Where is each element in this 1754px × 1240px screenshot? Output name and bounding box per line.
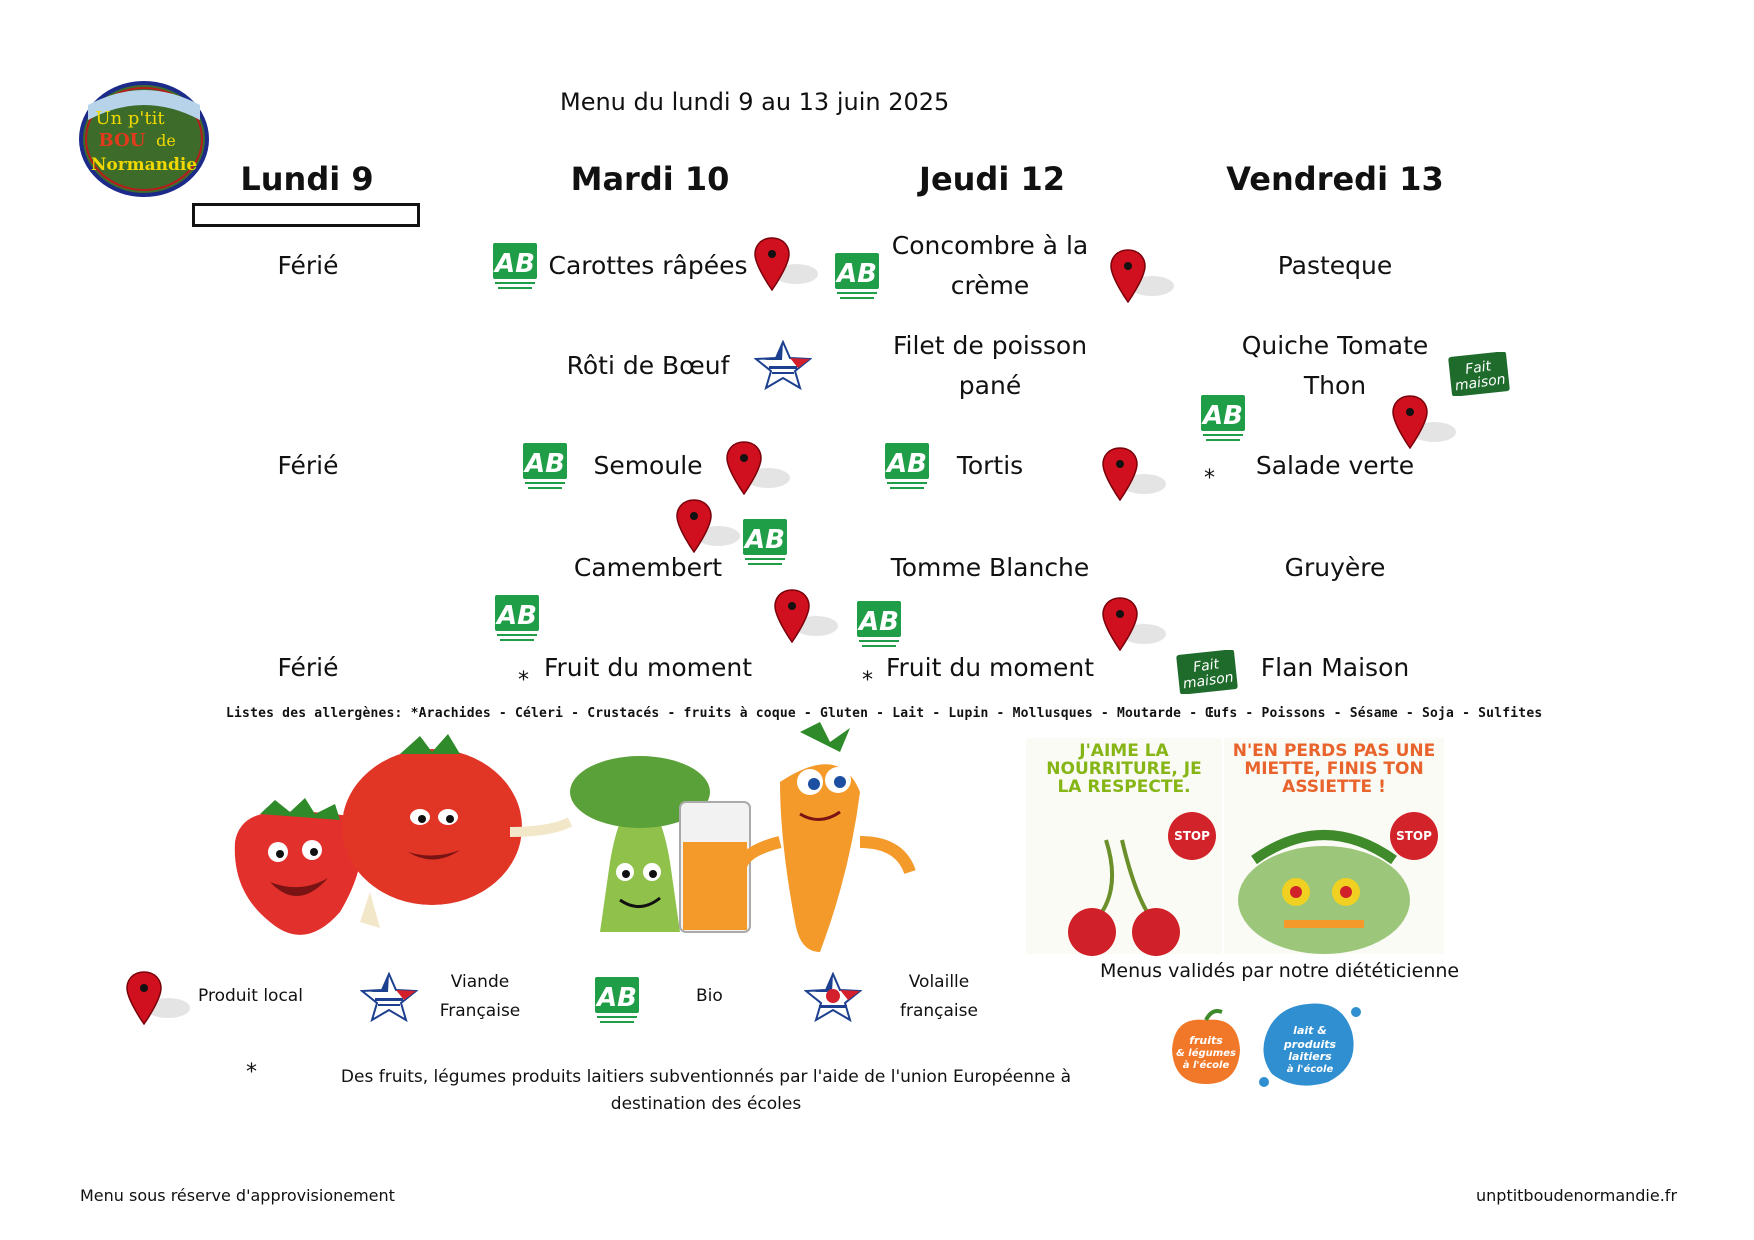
local-pin-icon [1102,596,1168,654]
svg-text:laitiers: laitiers [1288,1050,1332,1063]
local-pin-icon [754,236,820,294]
page-title: Menu du lundi 9 au 13 juin 2025 [560,88,950,116]
eu-subsidy-star: * [518,668,529,693]
footer-disclaimer: Menu sous réserve d'approvisionement [80,1186,395,1205]
day-header-vendredi: Vendredi 13 [1226,160,1444,198]
svg-text:STOP: STOP [1396,829,1432,843]
footnote-text: Des fruits, légumes produits laitiers subventionnés par l'aide de l'union Européenne à destination des écoles [340,1067,1072,1114]
ab-organic-icon [856,600,902,650]
ab-organic-icon [742,518,788,568]
dish-mardi-dessert: Fruit du moment [543,653,753,682]
svg-text:à l'école: à l'école [1286,1064,1334,1075]
svg-text:STOP: STOP [1174,829,1210,843]
allergen-list: Listes des allergènes: *Arachides - Céleri - Crustacés - fruits à coque - Gluten - Lait - Lupin - Mollusques - Moutarde - Œufs - Poissons - Sésame - Soja - Sulfites [226,706,1543,721]
dish-vendredi-dessert: Flan Maison [1260,653,1410,682]
ab-organic-icon [522,442,568,492]
svg-text:& légumes: & légumes [1176,1048,1236,1059]
svg-text:BOU: BOU [98,130,146,151]
fait-maison-icon [1448,352,1510,396]
legend-volaille-icon [804,972,862,1022]
dish-jeudi-fromage: Tomme Blanche [890,553,1090,582]
fait-maison-icon [1176,650,1238,694]
svg-text:fruits: fruits [1189,1034,1223,1047]
eu-subsidy-star: * [862,668,873,693]
legend-local-label: Produit local [198,986,303,1006]
legend-bio-icon [594,976,640,1026]
cartoon-vegetables-illustration [220,722,1020,958]
dish-vendredi-plat: Quiche Tomate Thon [1241,331,1429,400]
svg-text:Un p'tit: Un p'tit [95,108,165,129]
legend-volaille-label: Volaille française [900,972,978,1021]
ab-organic-icon [492,242,538,292]
cherries-illustration [1026,800,1222,956]
day-header-mardi: Mardi 10 [570,160,730,198]
legend-bio-label: Bio [696,986,723,1006]
footnote-star: * [246,1060,257,1085]
day-header-lundi: Lundi 9 [240,160,374,198]
dish-jeudi-plat: Filet de poisson pané [892,331,1088,400]
legend-viande-label: Viande Française [439,972,521,1021]
dish-vendredi-entree: Pasteque [1277,251,1393,280]
svg-text:de: de [156,131,176,150]
campaign-poster-left [1026,738,1222,954]
viande-bovine-francaise-icon [754,340,812,390]
vegetable-face-illustration [1224,800,1444,956]
ab-organic-icon [884,442,930,492]
dish-vendredi-feculent: Salade verte [1255,451,1415,480]
local-pin-icon [1392,394,1458,452]
svg-text:lait &: lait & [1293,1024,1327,1037]
fruits-legumes-ecole-logo [1166,1008,1246,1088]
dish-mardi-fromage: Camembert [573,553,723,582]
legend-local-pin-icon [126,970,192,1028]
dish-lundi-dessert: Férié [277,653,339,682]
local-pin-icon [1102,446,1168,504]
svg-text:produits: produits [1283,1038,1337,1051]
campaign-left-text: J'AIME LA NOURRITURE, JE LA RESPECTE. [1046,741,1202,797]
day-header-jeudi: Jeudi 12 [919,160,1065,198]
dietitian-note: Menus validés par notre diététicienne [1100,960,1460,982]
dish-vendredi-fromage: Gruyère [1284,553,1386,582]
dish-mardi-plat: Rôti de Bœuf [566,351,730,380]
local-pin-icon [676,498,742,556]
dish-jeudi-feculent: Tortis [956,451,1024,480]
dish-lundi-entree: Férié [277,251,339,280]
local-pin-icon [1110,248,1176,306]
legend-viande-icon [360,972,418,1022]
dish-lundi-feculent: Férié [277,451,339,480]
dish-jeudi-entree: Concombre à la crème [891,231,1089,300]
ab-organic-icon [1200,394,1246,444]
ab-organic-icon [494,594,540,644]
eu-subsidy-star: * [1204,466,1215,491]
local-pin-icon [774,588,840,646]
dish-jeudi-dessert: Fruit du moment [885,653,1095,682]
local-pin-icon [726,440,792,498]
dish-mardi-feculent: Semoule [593,451,703,480]
dish-mardi-entree: Carottes râpées [548,251,748,280]
footer-website[interactable]: unptitboudenormandie.fr [1476,1186,1678,1205]
campaign-poster-right [1224,738,1444,954]
ab-organic-icon [834,252,880,302]
lait-produits-laitiers-ecole-logo [1256,996,1362,1092]
campaign-right-text: N'EN PERDS PAS UNE MIETTE, FINIS TON ASSIETTE ! [1232,741,1436,797]
svg-text:Normandie: Normandie [90,155,198,175]
day-header-box [192,203,420,227]
svg-text:à l'école: à l'école [1182,1060,1230,1071]
